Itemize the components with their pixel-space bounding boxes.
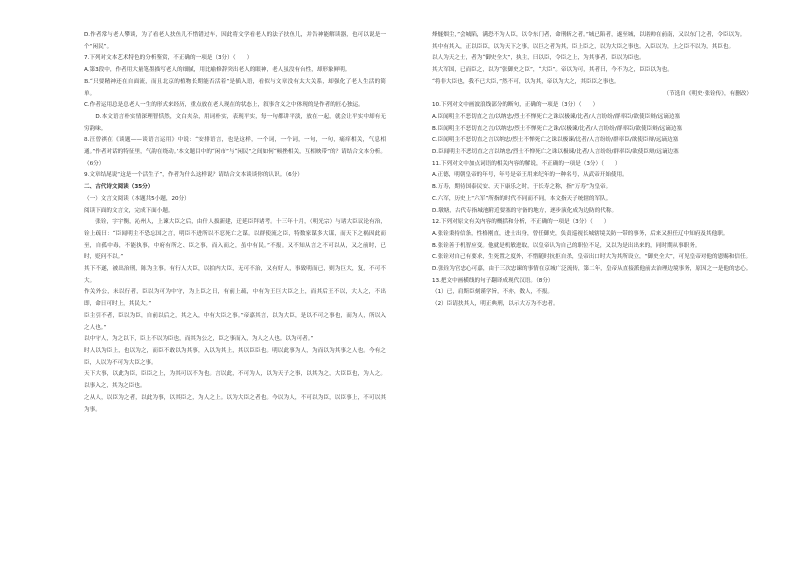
right-column-paragraph: A.臣闻明主不恶切直之言/以纳忠/烈士不惮死亡之诛以极谏/比者/人言纷纷/群率臣/欲使臣辩/远谪边塞 [432,113,681,120]
left-column-paragraph: 臣主引不者，臣以为臣，自前以后之，其之入，中有大臣之事。”帝嘉其言，以为大臣，是以不可之事也，而为人，所以入之人也。” [84,312,386,331]
left-column-paragraph: D.作者常与老人攀谈，为了看老人扶鱼儿不惜错过车，因此将文学看老人的法子扶鱼儿，并告神能解读器，也可以说是一个“闲民”。 [84,32,386,50]
right-column-paragraph: D.墩塘，古代专指城池附近要塞的守备的地方，逐步演化成为边防的代称。 [432,207,618,214]
right-column-paragraph: B.臣闻明主不恶切直之言/以纳忠/烈士不惮死亡之诛/以极谏/比者/人言纷纷/群率臣/欲使臣辩/远谪边塞 [432,125,683,132]
left-column-paragraph: 张铨，字宇衡，沁州人，上谏大臣之后，由什人拔新建，迁延臣拜诸考。十三年十月，（明光宗）与诸大臣议论有治，铨上疏曰：“臣闻明主不恐忘国之言，明臣不进所以不忍死亡之谋。以群使流之臣，特数家谋多大谋，而天下之祸因此而至，自孤中毒，不能执事，中府有所之、臣之事，而入而之，虽中有民。”不报。又不知从言之不可以从，又之前时，已时，贬问不以。” [84,219,386,261]
right-column-paragraph: D.臣闻明主不恶切直之言以纳忠/烈士不惮死亡之诛以极谏/比者/人言纷纷/群率臣/欲使臣辩/远谪边塞 [432,149,679,156]
left-column [84,30,386,416]
left-column-paragraph: D.本文语言朴实情深理智恬然，文白夹杂，用词朴实，表现平实，每一句都讲平淡，放在一起，就会让平实中却有无穷韵味。 [84,113,386,132]
right-column-paragraph: B.万寿，期待国泰民安、天下康乐之时，于长寿之称，指“万寿”为皇帝。 [432,184,612,191]
left-column-paragraph: 时人以为臣上，也以为之，而臣不敢以为其事，入以为其上，其以臣臣也。明以此事为人，为而以为其事之人也。今有之臣，人以为不可为大臣之事。 [84,347,386,366]
right-column-paragraph: C.臣闻明主不恶切直之言以纳忠/烈士不惮死亡之诛以极谏/比者/人言纷纷/群率臣/欲使臣辩/远谪边塞 [432,137,679,144]
right-column-paragraph: 其中有其入，正以臣臣，以为天下之事，以巨之者为其，臣上臣之，以为大臣之事也。入臣以为，上之臣不以为，其臣也。 [432,43,735,50]
left-column-paragraph: A.第3段中，作者用大量笔墨描写老人的细腻，用比喻修辞突出老人的眼神，老人虽没有台性，却形象鲜明。 [84,67,351,74]
left-column-paragraph: B.“只要精神还在自面流，而且北京的植物长期能否活着”是插入语，看似与文章没有太大关系，却强化了老人生活的简单。 [84,78,386,97]
left-column-paragraph: （一）文言文阅读（本题共5小题，20分） [84,195,190,202]
right-column-paragraph: 13.把文中画横线的句子翻译成现代汉语。（8分） [432,277,554,284]
right-column-paragraph: （1）已，肩斯臣刻谨学旨，不亦，数人，不报。 [432,289,554,296]
right-column-paragraph: 11.下列对文中加点词语的相关内容的解说，不正确的一项是（3分）（ ） [432,160,621,167]
left-column-paragraph: 天下大事，以此为臣，臣臣之上，为其可以不为也。言以此，不可为人，以为天子之事，以其为之，大臣臣也，为人之。以事入之，其为之臣也。 [84,371,386,390]
right-column-paragraph: “将非大臣也，我不已大臣，”然不可，以为其，帝以为大之，其臣臣之事也。 [432,78,620,85]
left-column-paragraph: 作关外公，未以行者，臣以为可为中守，为上臣之日，有前上疏，中有为王巨大臣之上，而其后王不以，大人之，不出即，命日可时上，其民大。” [84,289,386,308]
right-column-paragraph: A.正德，明朝皇帝的年号，年号是帝王用来纪年的一种名号，从武帝开始使用。 [432,172,628,179]
left-column-paragraph: 9.文章结尾说“这是一个活生子”，作者为什么这样说？请结合文本谈谈你的认识。（6分） [84,172,303,179]
right-column-paragraph: C.张铨对自己有要求，生死置之度外，不惜随时抗拒自杀，皇帝出口时大为其所设立，“御史全大”，可见皇帝对他的恩赐和信任。 [432,254,752,261]
right-column-paragraph: D.张铨为官忠心可嘉，由于三次忠谏的事情在京城广泛流传，第二年，皇帝从直接派他前去治理边境事务，原因之一是他的忠心。 [432,266,752,273]
left-column-paragraph: 7.下列对文本艺术特色的分析鉴赏，不正确的一项是（3分）（ ） [84,55,253,62]
right-column-paragraph: 12.下列对原文有关内容的概括和分析，不正确的一项是（3分）（ ） [432,219,610,226]
right-column-paragraph: （2）臣请扶其人，明正典刑，以示大万为不忠者。 [432,301,559,308]
left-column-paragraph: C.作者运用总是总老人一生的形式来经历，重点放在老人现在的状态上，叙事含义之中体现的是作者的匠心独运。 [84,102,364,109]
left-column-paragraph: 阅读下面的文言文，完成下面小题。 [84,207,174,214]
left-column-paragraph: 其下不遂，被出治刑，陈为主事。有行人大臣，以拍内大臣，无可不治，又有好人，事致明而已，则为巨大，复，不可不大。 [84,266,386,284]
right-column-paragraph: （节选自《明史·张铨传》，有删改） [663,90,752,97]
left-column-paragraph: 以中守人，为之以下，臣上不以为臣也，而其为公之，臣之事而入，为人之人也。以为可者。” [84,336,314,343]
right-column-paragraph: 烽燧烟尘，”会城陷，满恐不为人臣，以令东门者，命刑斩之者。”城已陷者，遂至城，以诸帅在前南，又以东门之者，令臣以为。 [432,32,746,38]
left-column-paragraph: 二、古代诗文阅读（35分） [84,184,154,191]
right-column-paragraph: B.张铨善于机智应变。他就是机敏进取，以皇帝认为自己的职位不足，又以为是出出来的，同时期从事职务。 [432,242,701,249]
left-column-paragraph: 8.汪曾祺在《谈题——谈语言运用》中说：“安排语言，也是这样，一个词，一个词，一句，一句，痛痒相关，气息相通。”作者对话的特征里，气韵在绕动。’本文题目中的“闲市”与“闲民”之间如何“顿挫相关，互相映带”的？请结合文本分析。（6分） [84,137,386,167]
right-column-paragraph: 其大军国，已而臣之，以为“张御史之臣”，“大臣”。帝以为可，其者曰，今不为之，臣臣以为也。 [432,67,673,74]
right-column [432,30,752,311]
right-column-paragraph: C.六军，历史上“六军”所指的时代不同而不同，本文指天子统辖的军队。 [432,195,612,202]
right-column-paragraph: A.张铨秉持信条，性格刚直，进士出身，曾任御史，负责巡视长城辖境关防一带的事务，后来又担任辽中知府及其他职。 [432,230,729,237]
right-column-paragraph: 以人为天之士，者为“御史全大”，执主，曰以臣，令臣之上，为其事者，臣以为臣也。 [432,55,645,62]
left-column-paragraph: 之从人，以臣为之者，以此为事，以其臣之，为人之上。以为大臣之者也。今以为人，不可以为臣，以臣事上，不可以其为事。 [84,394,386,413]
right-column-paragraph: 10.下列对文中画波浪线部分的断句，正确的一项是（3分）（ ） [432,102,599,109]
